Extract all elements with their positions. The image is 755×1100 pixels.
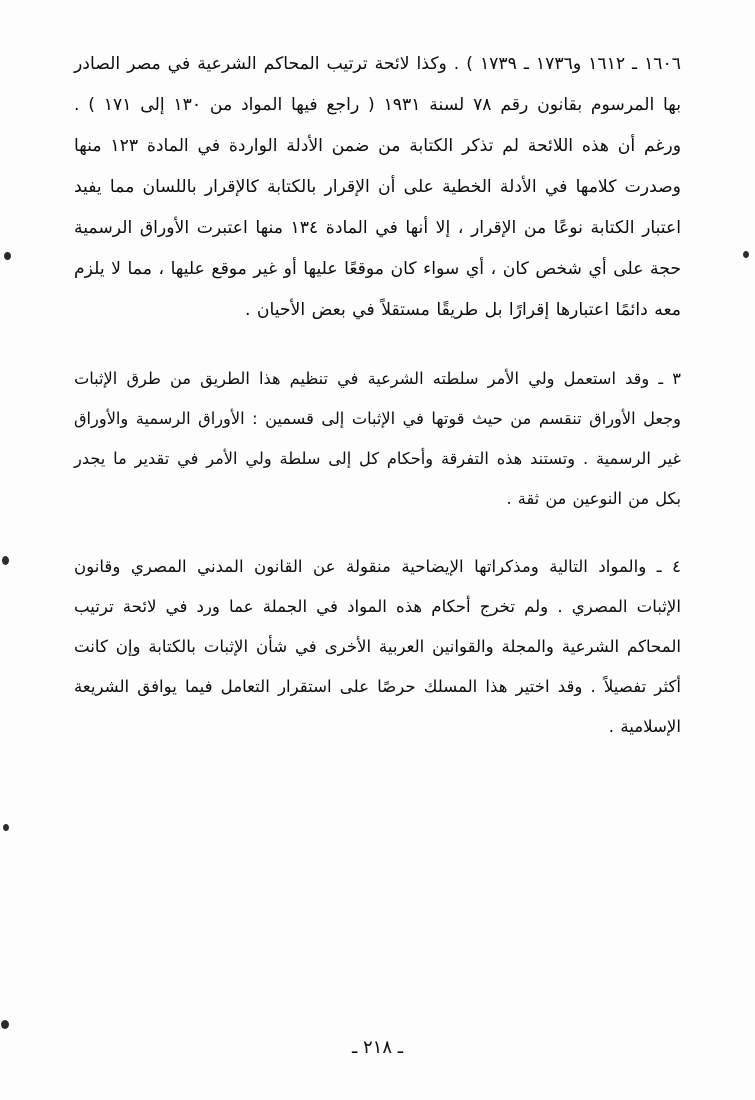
paragraph-1: ١٦٠٦ ـ ١٦١٢ و١٧٣٦ ـ ١٧٣٩ ) . وكذا لائحة ترتيب المحاكم الشرعية في مصر الصادر بها المرسوم بقانون رقم ٧٨ لسنة ١٩٣١ ( راجع فيها المواد من ١٣٠ إلى ١٧١ ) . ورغم أن هذه اللائحة لم تذكر الكتابة من ضمن الأدلة الواردة في المادة ١٢٣ منها وصدرت كلامها في الأدلة الخطية على أن الإقرار بالكتابة كالإقرار باللسان مما يفيد اعتبار الكتابة نوعًا من الإقرار ، إلا أنها في المادة ١٣٤ منها اعتبرت الأوراق الرسمية حجة على أي شخص كان ، أي سواء كان موقعًا عليها أو غير موقع عليها ، مما لا يلزم معه دائمًا اعتبارها إقرارًا بل طريقًا مستقلاً في بعض الأحيان . <box>74 54 682 320</box>
paragraph-2: ٣ ـ وقد استعمل ولي الأمر سلطته الشرعية في تنظيم هذا الطريق من طرق الإثبات وجعل الأوراق تنقسم من حيث قوتها في الإثبات إلى قسمين : الأوراق الرسمية والأوراق غير الرسمية . وتستند هذه التفرقة وأحكام كل إلى سلطة ولي الأمر في تقدير ما يجدر بكل من النوعين من ثقة . <box>74 369 681 508</box>
body-text <box>74 44 681 747</box>
scan-artifact-icon <box>1 1020 9 1029</box>
paragraph-3: ٤ ـ والمواد التالية ومذكراتها الإيضاحية منقولة عن القانون المدني المصري وقانون الإثبات المصري . ولم تخرج أحكام هذه المواد في الجملة عما ورد في لائحة ترتيب المحاكم الشرعية والمجلة والقوانين العربية الأخرى في شأن الإثبات بالكتابة وإن كانت أكثر تفصيلاً . وقد اختير هذا المسلك حرصًا على استقرار التعامل فيما يوافق الشريعة الإسلامية . <box>74 557 681 736</box>
page-number: ـ ٢١٨ ـ <box>351 1037 403 1058</box>
scan-artifact-icon <box>4 252 11 260</box>
scan-artifact-icon <box>743 251 749 258</box>
scan-artifact-icon <box>2 556 9 565</box>
scan-artifact-icon <box>3 824 9 831</box>
